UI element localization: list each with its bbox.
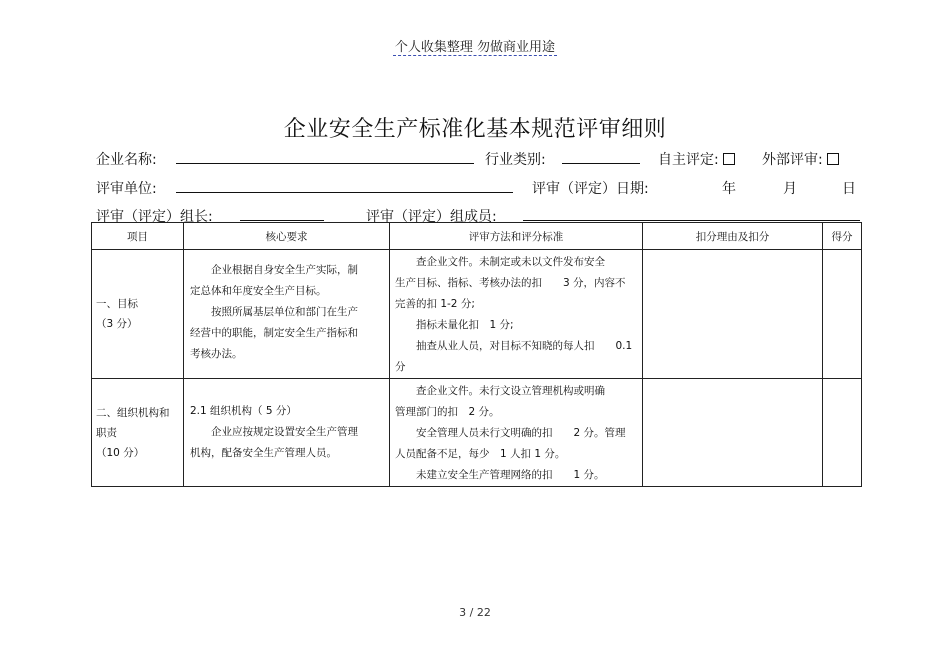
header-note [0,36,950,55]
method-line: 完善的扣 1-2 分; [395,298,475,310]
method-line: 抽查从业人员，对目标不知晓的每人扣 0.1 [416,340,633,352]
table-header-row [92,223,862,250]
deduction-cell[interactable] [643,250,823,379]
item-cell [92,379,184,487]
page-title: 企业安全生产标准化基本规范评审细则 [283,117,667,142]
method-line: 安全管理人员未行文明确的扣 2 分。管理 [416,427,626,439]
method-line: 未建立安全生产管理网络的扣 1 分。 [416,469,605,481]
method-line: 指标未量化扣 1 分; [416,319,514,331]
company-name-label: 企业名称: [96,152,157,168]
review-unit-label: 评审单位: [96,181,157,197]
method-line: 查企业文件。未行文设立管理机构或明确 [416,385,605,397]
item-points: （3 分） [96,318,138,330]
page-number: 3 / 22 [459,606,491,619]
methods-cell [390,379,643,487]
industry-label: 行业类别: [485,152,546,168]
review-unit-field[interactable] [176,178,513,193]
requirement-line: 考核办法。 [190,348,243,360]
external-eval-label: 外部评审: [762,152,823,168]
item-name-cont: 职责 [96,426,117,439]
self-eval-group [658,149,735,169]
members-field[interactable] [523,206,860,221]
header-methods: 评审方法和评分标准 [390,223,643,250]
method-line: 人员配备不足，每少 1 人扣 1 分。 [395,448,566,460]
table-row [92,379,862,487]
self-eval-label: 自主评定: [658,152,719,168]
method-line: 分 [395,361,406,373]
self-eval-checkbox[interactable] [723,153,735,165]
requirement-line: 经营中的职能，制定安全生产指标和 [190,327,358,339]
method-line: 管理部门的扣 2 分。 [395,406,500,418]
requirements-cell [184,379,390,487]
header-deduction: 扣分理由及扣分 [643,223,823,250]
header-item: 项目 [92,223,184,250]
month-label: 月 [783,181,797,197]
item-cell [92,250,184,379]
requirement-line: 按照所属基层单位和部门在生产 [211,306,358,318]
item-points: （10 分） [96,446,145,459]
methods-cell [390,250,643,379]
method-line: 查企业文件。未制定或未以文件发布安全 [416,256,605,268]
requirement-line: 机构，配备安全生产管理人员。 [190,447,337,459]
external-eval-group [762,149,839,169]
score-cell[interactable] [823,250,862,379]
requirement-line: 企业应按规定设置安全生产管理 [211,426,358,438]
header-note-text: 个人收集整理 勿做商业用途 [394,40,556,55]
review-table [91,222,862,487]
company-name-field[interactable] [176,149,474,164]
external-eval-checkbox[interactable] [827,153,839,165]
requirement-line: 企业根据自身安全生产实际，制 [211,264,358,276]
leader-label: 评审（评定）组长: [96,209,213,225]
leader-field[interactable] [240,206,324,221]
review-date-label: 评审（评定）日期: [532,181,649,197]
requirement-line: 定总体和年度安全生产目标。 [190,285,327,297]
year-label: 年 [722,181,736,197]
requirements-cell [184,250,390,379]
members-label: 评审（评定）组成员: [366,209,497,225]
method-line: 生产目标、指标、考核办法的扣 3 分，内容不 [395,277,626,289]
item-name: 一、目标 [96,298,138,310]
table-row [92,250,862,379]
header-score: 得分 [823,223,862,250]
day-label: 日 [842,181,856,197]
item-name: 二、组织机构和 [96,406,170,419]
deduction-cell[interactable] [643,379,823,487]
header-requirements: 核心要求 [184,223,390,250]
score-cell[interactable] [823,379,862,487]
industry-field[interactable] [562,149,640,164]
requirement-line: 2.1 组织机构（ 5 分） [190,405,297,417]
